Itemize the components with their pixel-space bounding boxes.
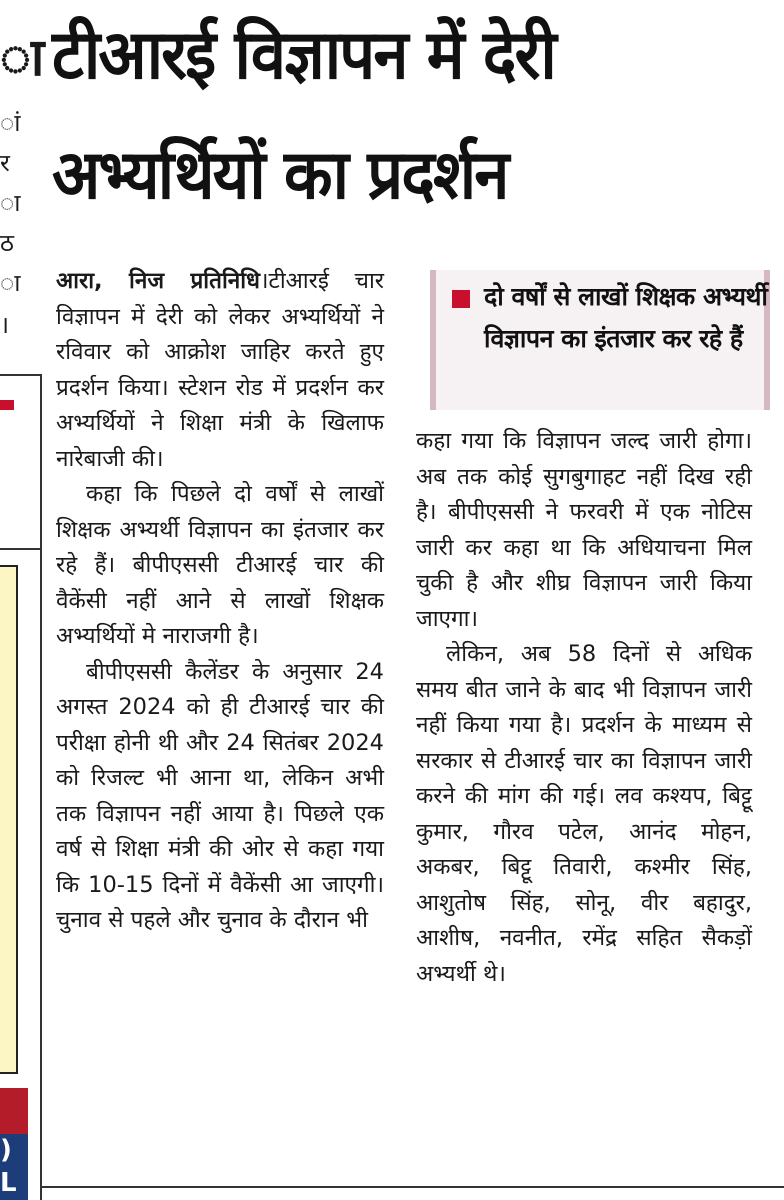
- adjacent-text-fragment: र: [0, 149, 10, 177]
- column-divider: [0, 548, 42, 550]
- adjacent-text-fragment: ां: [0, 109, 21, 137]
- adjacent-text-fragment: ा: [0, 189, 21, 217]
- adjacent-boxed-item: [0, 565, 18, 1074]
- article-column-1: [56, 264, 384, 939]
- paragraph: बीपीएससी कैलेंडर के अनुसार 24 अगस्त 2024 को ही टीआरई चार की परीक्षा होनी थी और 24 सितंबर 2024 को रिजल्ट भी आना था, लेकिन अभी तक विज्ञापन नहीं आया है। पिछले एक वर्ष से शिक्षा मंत्री की ओर से कहा गया कि 10-15 दिनों में वैकेंसी आ जाएगी। चुनाव से पहले और चुनाव के दौरान भी: [56, 658, 384, 933]
- adjacent-headline-fragment: ा: [0, 28, 45, 88]
- paragraph: लेकिन, अब 58 दिनों से अधिक समय बीत जाने के बाद भी विज्ञापन जारी नहीं किया गया है। प्रदर्शन के माध्यम से सरकार से टीआरई चार का विज्ञापन जारी करने की मांग की गई। लव कश्यप, बिट्टू कुमार, गौरव पटेल, आनंद मोहन, अकबर, बिट्टू तिवारी, कश्मीर सिंह, आशुतोष सिंह, सोनू, वीर बहादुर, आशीष, नवनीत, रमेंद्र सहित सैकड़ों अभ्यर्थी थे।: [416, 641, 752, 987]
- bottom-rule: [42, 1186, 784, 1188]
- adjacent-text-fragment: ठ: [0, 229, 14, 257]
- red-marker-icon: [0, 400, 14, 410]
- paragraph: कहा कि पिछले दो वर्षों से लाखों शिक्षक अभ्यर्थी विज्ञापन का इंतजार कर रहे हैं। बीपीएससी टीआरई चार की वैकेंसी नहीं आने से लाखों शिक्षक अभ्यर्थियों मे नाराजगी है।: [56, 481, 384, 649]
- headline-line-1: टीआरई विज्ञापन में देरी: [52, 16, 555, 95]
- paragraph-text: ।टीआरई चार विज्ञापन में देरी को लेकर अभ्यर्थियों ने रविवार को आक्रोश जाहिर करते हुए प्रदर्शन किया। स्टेशन रोड में प्रदर्शन कर अभ्यर्थियों ने शिक्षा मंत्री के खिलाफ नारेबाजी की।: [56, 268, 384, 472]
- article-column-2: [416, 424, 752, 992]
- article-headline: [52, 6, 772, 226]
- highlight-box: [430, 270, 770, 410]
- headline-line-2: अभ्यर्थियों का प्रदर्शन: [52, 136, 508, 215]
- red-square-bullet-icon: [452, 290, 470, 308]
- adjacent-article-fragment: [0, 0, 44, 1200]
- dateline: आरा, निज प्रतिनिधि: [56, 268, 260, 294]
- column-rule: [40, 374, 42, 1200]
- highlight-text: दो वर्षों से लाखों शिक्षक अभ्यर्थी विज्ञापन का इंतजार कर रहे हैं: [484, 282, 768, 353]
- column-divider: [0, 374, 42, 376]
- paragraph: [56, 264, 384, 477]
- adjacent-text-fragment: ा: [0, 269, 21, 297]
- adjacent-banner-red: [0, 1088, 28, 1134]
- adjacent-banner-text: ) L: [0, 1134, 28, 1200]
- paragraph: कहा गया कि विज्ञापन जल्द जारी होगा। अब तक कोई सुगबुगाहट नहीं दिख रही है। बीपीएससी ने फरवरी में एक नोटिस जारी कर कहा था कि अधियाचना मिल चुकी है और शीघ्र विज्ञापन जारी किया जाएगा।: [416, 428, 752, 632]
- adjacent-text-fragment: ।: [0, 311, 10, 339]
